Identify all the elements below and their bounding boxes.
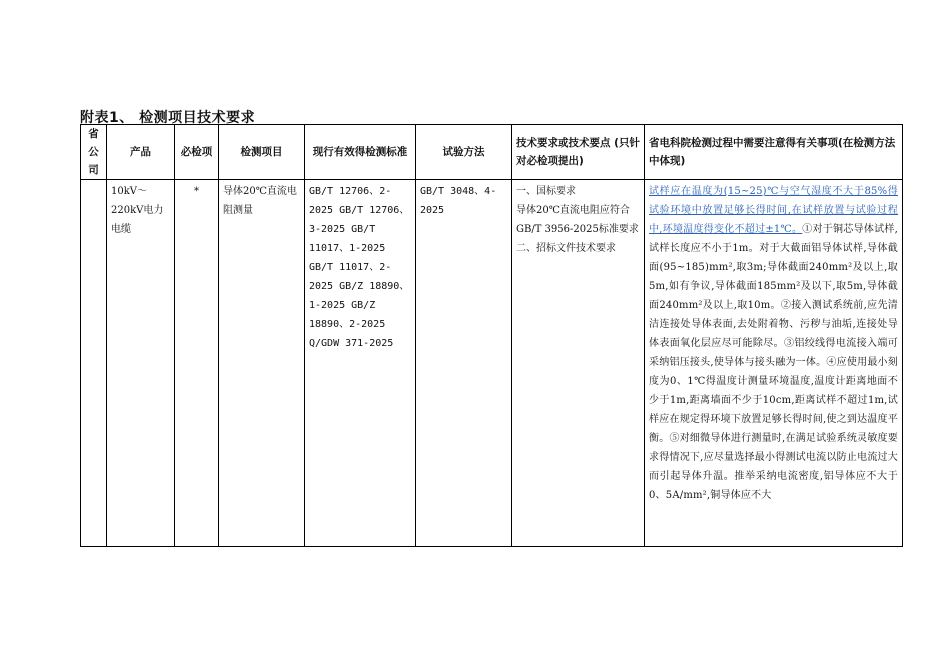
header-tech-requirements: 技术要求或技术要点 (只针对必检项提出) (512, 125, 645, 180)
tech-line-bid: 二、招标文件技术要求 (516, 243, 616, 254)
page-title: 附表1、 检测项目技术要求 (80, 110, 256, 126)
table-header-row (81, 125, 903, 180)
cell-required-mark: * (175, 180, 219, 547)
cell-standards: GB/T 12706、2-2025 GB/T 12706、3-2025 GB/T 11017、1-2025 GB/T 11017、2-2025 GB/Z 18890、1-2025 GB/Z 18890、2-2025 Q/GDW 371-2025 (305, 180, 416, 547)
header-province: 省公司 (81, 125, 107, 180)
cell-tech-requirements (512, 180, 645, 547)
header-product: 产品 (107, 125, 175, 180)
header-test-item: 检测项目 (219, 125, 305, 180)
tech-line-resistance: 导体20℃直流电阻应符合GB/T 3956-2025标准要求 (516, 205, 639, 235)
table-row (81, 180, 903, 547)
header-standards: 现行有效得检测标准 (305, 125, 416, 180)
header-notes: 省电科院检测过程中需要注意得有关事项(在检测方法中体现) (645, 125, 903, 180)
notes-body: ①对于铜芯导体试样,试样长度应不小于1m。对于大截面铝导体试样,导体截面(95~185)mm²,取3m;导体截面240mm²及以上,取5m,如有争议,导体截面185mm²及以下,取5m,导体截面240mm²及以上,取10m。②接入测试系统前,应先清洁连接处导体表面,去处附着物、污秽与油垢,连接处导体表面氧化层应尽可能除尽。③铝绞线得电流接入端可采纳铝压接头,使导体与接头融为一体。④应使用最小刻度为0、1℃得温度计测量环境温度,温度计距离地面不少于1m,距离墙面不少于10cm,距离试样不超过1m,试样应在规定得环境下放置足够长得时间,使之到达温度平衡。⑤对细微导体进行测量时,在满足试验系统灵敏度要求得情况下,应尽量选择最小得测试电流以防止电流过大而引起导体升温。推举采纳电流密度,铝导体应不大于0、5A/mm²,铜导体应不大 (649, 224, 898, 501)
tech-line-national: 一、国标要求 (516, 186, 576, 197)
header-method: 试验方法 (416, 125, 512, 180)
cell-product: 10kV～220kV电力电缆 (107, 180, 175, 547)
cell-method: GB/T 3048、4-2025 (416, 180, 512, 547)
header-required: 必检项 (175, 125, 219, 180)
cell-province (81, 180, 107, 547)
cell-test-item: 导体20℃直流电阻测量 (219, 180, 305, 547)
cell-notes (645, 180, 903, 547)
notes-highlight: 试样应在温度为(15~25)℃与空气湿度不大于85%得试验环境中放置足够长得时间,在试样放置与试验过程中,环境温度得变化不超过±1℃。 (649, 186, 898, 235)
requirements-table (80, 124, 903, 547)
